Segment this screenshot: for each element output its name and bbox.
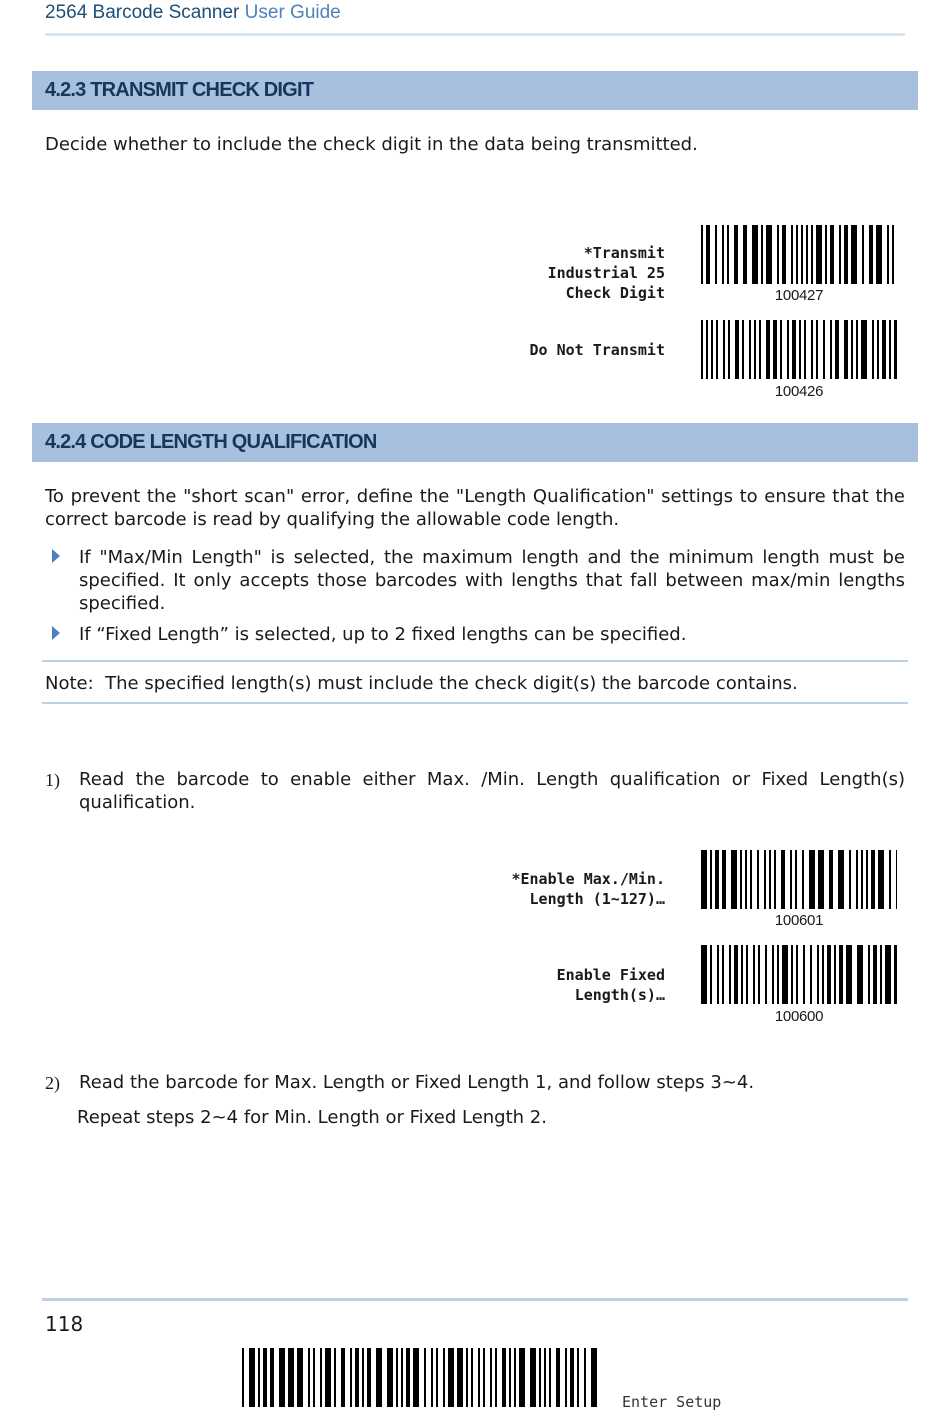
step-number-2: 2) — [45, 1073, 60, 1093]
barcode-bar — [752, 225, 758, 284]
barcode-bar — [710, 945, 712, 1004]
barcode-bar — [885, 945, 891, 1004]
barcode-bar — [577, 1348, 579, 1407]
barcode-bar — [509, 1348, 511, 1407]
bullet-arrow-icon — [52, 626, 60, 640]
barcode-bar — [743, 225, 747, 284]
barcode-bar — [769, 850, 771, 909]
barcode-bar — [701, 225, 703, 284]
barcode-bar — [490, 1348, 492, 1407]
barcode-bar — [765, 945, 767, 1004]
barcode-bar — [839, 225, 841, 284]
barcode-bar — [849, 850, 851, 909]
barcode-bar — [777, 945, 779, 1004]
barcode-enable-fixed-length[interactable] — [701, 945, 897, 1004]
barcode-bar — [519, 1348, 525, 1407]
barcode-bar — [857, 945, 863, 1004]
barcode-bar — [766, 225, 772, 284]
barcode-bar — [829, 850, 833, 909]
note-text: The specified length(s) must include the check digit(s) the barcode contains. — [105, 673, 798, 694]
barcode-bar — [701, 850, 707, 909]
option-label-enable-max-min: *Enable Max./Min. Length (1~127)… — [511, 870, 665, 908]
footer-label-enter-setup: Enter Setup — [622, 1393, 722, 1411]
barcode-bar — [880, 945, 882, 1004]
barcode-bar — [764, 850, 766, 909]
note-bottom-divider — [42, 702, 908, 704]
barcode-bar — [483, 1348, 485, 1407]
barcode-bar — [803, 945, 805, 1004]
footer-divider — [42, 1298, 908, 1301]
barcode-bar — [830, 320, 832, 379]
barcode-bar — [549, 1348, 551, 1407]
barcode-bar — [710, 850, 712, 909]
barcode-bar — [894, 320, 897, 379]
barcode-bar — [502, 1348, 506, 1407]
barcode-bar — [734, 225, 738, 284]
barcode-bar — [795, 850, 797, 909]
barcode-bar — [729, 945, 731, 1004]
option-label-transmit-check-digit: *Transmit Industrial 25 Check Digit — [547, 244, 665, 302]
barcode-bar — [790, 850, 792, 909]
barcode-bar — [514, 1348, 516, 1407]
barcode-bar — [825, 225, 827, 284]
barcode-bar — [782, 225, 786, 284]
barcode-bar — [376, 1348, 382, 1407]
bullet-max-min-length: If "Max/Min Length" is selected, the maximum length and the minimum length must be specified. It only accepts those barcodes with lengths that fall between max/min lengths specified. — [79, 547, 905, 614]
barcode-bar — [258, 1348, 260, 1407]
page-number: 118 — [45, 1312, 84, 1336]
barcode-bar — [749, 320, 751, 379]
barcode-bar — [495, 1348, 497, 1407]
barcode-bar — [787, 320, 789, 379]
document-header — [45, 2, 341, 24]
barcode-bar — [742, 320, 744, 379]
barcode-bar — [892, 225, 894, 284]
barcode-bar — [249, 1348, 255, 1407]
option-label-enable-fixed: Enable Fixed Length(s)… — [556, 966, 665, 1004]
barcode-bar — [757, 850, 759, 909]
barcode-bar — [839, 945, 843, 1004]
barcode-bar — [873, 945, 877, 1004]
header-divider — [45, 33, 905, 36]
barcode-bar — [706, 320, 708, 379]
barcode-bar — [811, 320, 813, 379]
barcode-bar — [866, 850, 868, 909]
option-label-do-not-transmit: Do Not Transmit — [529, 341, 665, 359]
barcode-bar — [774, 850, 776, 909]
barcode-bar — [817, 945, 819, 1004]
barcode-bar — [816, 225, 822, 284]
barcode-bar — [436, 1348, 438, 1407]
barcode-code-transmit: 100427 — [774, 287, 824, 304]
barcode-bar — [799, 320, 801, 379]
barcode-bar — [706, 225, 710, 284]
barcode-bar — [777, 225, 779, 284]
step-number-1: 1) — [45, 770, 60, 790]
barcode-bar — [872, 320, 874, 379]
barcode-bar — [844, 225, 848, 284]
barcode-bar — [279, 1348, 285, 1407]
barcode-bar — [822, 945, 824, 1004]
barcode-bar — [773, 320, 777, 379]
barcode-bar — [478, 1348, 480, 1407]
document-subtitle: User Guide — [244, 2, 341, 23]
barcode-bar — [851, 320, 853, 379]
barcode-bar — [741, 945, 743, 1004]
barcode-bar — [862, 225, 864, 284]
barcode-bar — [792, 320, 796, 379]
barcode-bar — [887, 225, 889, 284]
barcode-bar — [355, 1348, 359, 1407]
barcode-bar — [823, 320, 825, 379]
barcode-enable-max-min-length[interactable] — [701, 850, 897, 909]
barcode-bar — [565, 1348, 567, 1407]
barcode-bar — [882, 320, 886, 379]
section-intro-length: To prevent the "short scan" error, define the "Length Qualification" settings to ensure that the correct barcode is read by qualifying the allowable code length. — [45, 486, 905, 530]
barcode-bar — [830, 225, 834, 284]
barcode-bar — [722, 225, 724, 284]
barcode-bar — [781, 850, 785, 909]
barcode-code-enable-max-min: 100601 — [774, 912, 824, 929]
barcode-bar — [834, 945, 836, 1004]
barcode-bar — [413, 1348, 419, 1407]
barcode-bar — [325, 1348, 331, 1407]
barcode-bar — [746, 945, 748, 1004]
bullet-fixed-length: If “Fixed Length” is selected, up to 2 fixed lengths can be specified. — [79, 624, 687, 645]
section-heading-code-length-qualification: 4.2.4 CODE LENGTH QUALIFICATION — [32, 423, 918, 462]
barcode-bar — [313, 1348, 315, 1407]
barcode-bar — [270, 1348, 274, 1407]
barcode-bar — [448, 1348, 454, 1407]
barcode-bar — [889, 320, 891, 379]
barcode-bar — [334, 1348, 336, 1407]
barcode-bar — [387, 1348, 393, 1407]
section-intro-transmit: Decide whether to include the check digit in the data being transmitted. — [45, 134, 698, 155]
barcode-bar — [396, 1348, 398, 1407]
barcode-bar — [801, 225, 803, 284]
barcode-bar — [728, 320, 730, 379]
barcode-bar — [809, 850, 815, 909]
barcode-bar — [838, 850, 844, 909]
barcode-bar — [791, 225, 793, 284]
barcode-bar — [716, 320, 718, 379]
barcode-bar — [806, 225, 808, 284]
barcode-bar — [750, 850, 752, 909]
step-text-2: Read the barcode for Max. Length or Fixed Length 1, and follow steps 3~4. — [79, 1072, 755, 1093]
barcode-bar — [731, 850, 737, 909]
barcode-do-not-transmit[interactable] — [701, 320, 897, 379]
barcode-bar — [341, 1348, 345, 1407]
barcode-bar — [362, 1348, 364, 1407]
barcode-bar — [844, 320, 848, 379]
barcode-enter-setup[interactable] — [242, 1348, 597, 1407]
barcode-bar — [431, 1348, 433, 1407]
barcode-bar — [263, 1348, 267, 1407]
barcode-bar — [722, 850, 726, 909]
barcode-bar — [471, 1348, 473, 1407]
barcode-bar — [816, 320, 818, 379]
barcode-bar — [367, 1348, 371, 1407]
barcode-bar — [861, 320, 867, 379]
barcode-bar — [711, 320, 713, 379]
barcode-bar — [297, 1348, 303, 1407]
section-heading-transmit-check-digit: 4.2.3 TRANSMIT CHECK DIGIT — [32, 71, 918, 110]
barcode-bar — [723, 320, 725, 379]
barcode-bar — [457, 1348, 463, 1407]
barcode-bar — [877, 320, 879, 379]
barcode-bar — [835, 320, 839, 379]
barcode-bar — [717, 945, 719, 1004]
barcode-bar — [727, 225, 729, 284]
barcode-bar — [827, 945, 831, 1004]
barcode-bar — [894, 945, 897, 1004]
barcode-bar — [443, 1348, 445, 1407]
barcode-bar — [424, 1348, 426, 1407]
bullet-arrow-icon — [52, 549, 60, 563]
step-text-1: Read the barcode to enable either Max. /Min. Length qualification or Fixed Length(s) qualification. — [79, 769, 905, 813]
note — [45, 672, 905, 695]
barcode-bar — [570, 1348, 574, 1407]
barcode-bar — [856, 850, 858, 909]
barcode-bar — [791, 945, 793, 1004]
barcode-bar — [780, 320, 782, 379]
barcode-bar — [796, 225, 798, 284]
barcode-bar — [701, 945, 707, 1004]
barcode-bar — [320, 1348, 322, 1407]
barcode-bar — [701, 320, 703, 379]
barcode-bar — [754, 320, 756, 379]
barcode-bar — [869, 225, 873, 284]
barcode-bar — [782, 945, 788, 1004]
barcode-bar — [539, 1348, 541, 1407]
barcode-bar — [734, 945, 738, 1004]
note-top-divider — [42, 660, 908, 662]
document-title: 2564 Barcode Scanner — [45, 2, 240, 23]
barcode-bar — [715, 850, 719, 909]
barcode-bar — [871, 850, 875, 909]
barcode-bar — [846, 945, 852, 1004]
barcode-bar — [722, 945, 724, 1004]
barcode-bar — [466, 1348, 468, 1407]
barcode-bar — [766, 320, 770, 379]
barcode-bar — [544, 1348, 546, 1407]
barcode-bar — [406, 1348, 410, 1407]
barcode-code-enable-fixed: 100600 — [774, 1008, 824, 1025]
barcode-bar — [715, 225, 717, 284]
barcode-bar — [810, 945, 812, 1004]
barcode-bar — [804, 320, 806, 379]
barcode-bar — [818, 850, 824, 909]
barcode-bar — [861, 850, 863, 909]
barcode-bar — [288, 1348, 294, 1407]
barcode-bar — [735, 320, 739, 379]
barcode-bar — [856, 320, 858, 379]
barcode-bar — [896, 850, 897, 909]
barcode-bar — [889, 850, 891, 909]
barcode-bar — [772, 945, 774, 1004]
barcode-bar — [802, 850, 804, 909]
barcode-bar — [868, 945, 870, 1004]
barcode-bar — [753, 945, 755, 1004]
barcode-code-do-not-transmit: 100426 — [774, 383, 824, 400]
barcode-bar — [242, 1348, 244, 1407]
barcode-bar — [758, 945, 760, 1004]
barcode-bar — [308, 1348, 310, 1407]
barcode-bar — [350, 1348, 352, 1407]
barcode-transmit-check-digit[interactable] — [701, 225, 897, 284]
barcode-bar — [811, 225, 813, 284]
barcode-bar — [584, 1348, 586, 1407]
barcode-bar — [530, 1348, 536, 1407]
barcode-bar — [759, 320, 761, 379]
barcode-bar — [401, 1348, 403, 1407]
barcode-bar — [745, 850, 747, 909]
barcode-bar — [878, 850, 884, 909]
barcode-bar — [740, 850, 742, 909]
barcode-bar — [876, 225, 882, 284]
barcode-bar — [591, 1348, 597, 1407]
barcode-bar — [556, 1348, 560, 1407]
barcode-bar — [851, 225, 857, 284]
step-text-2-extra: Repeat steps 2~4 for Min. Length or Fixed Length 2. — [77, 1107, 547, 1128]
barcode-bar — [796, 945, 798, 1004]
barcode-bar — [761, 225, 763, 284]
note-label: Note: — [45, 673, 94, 694]
